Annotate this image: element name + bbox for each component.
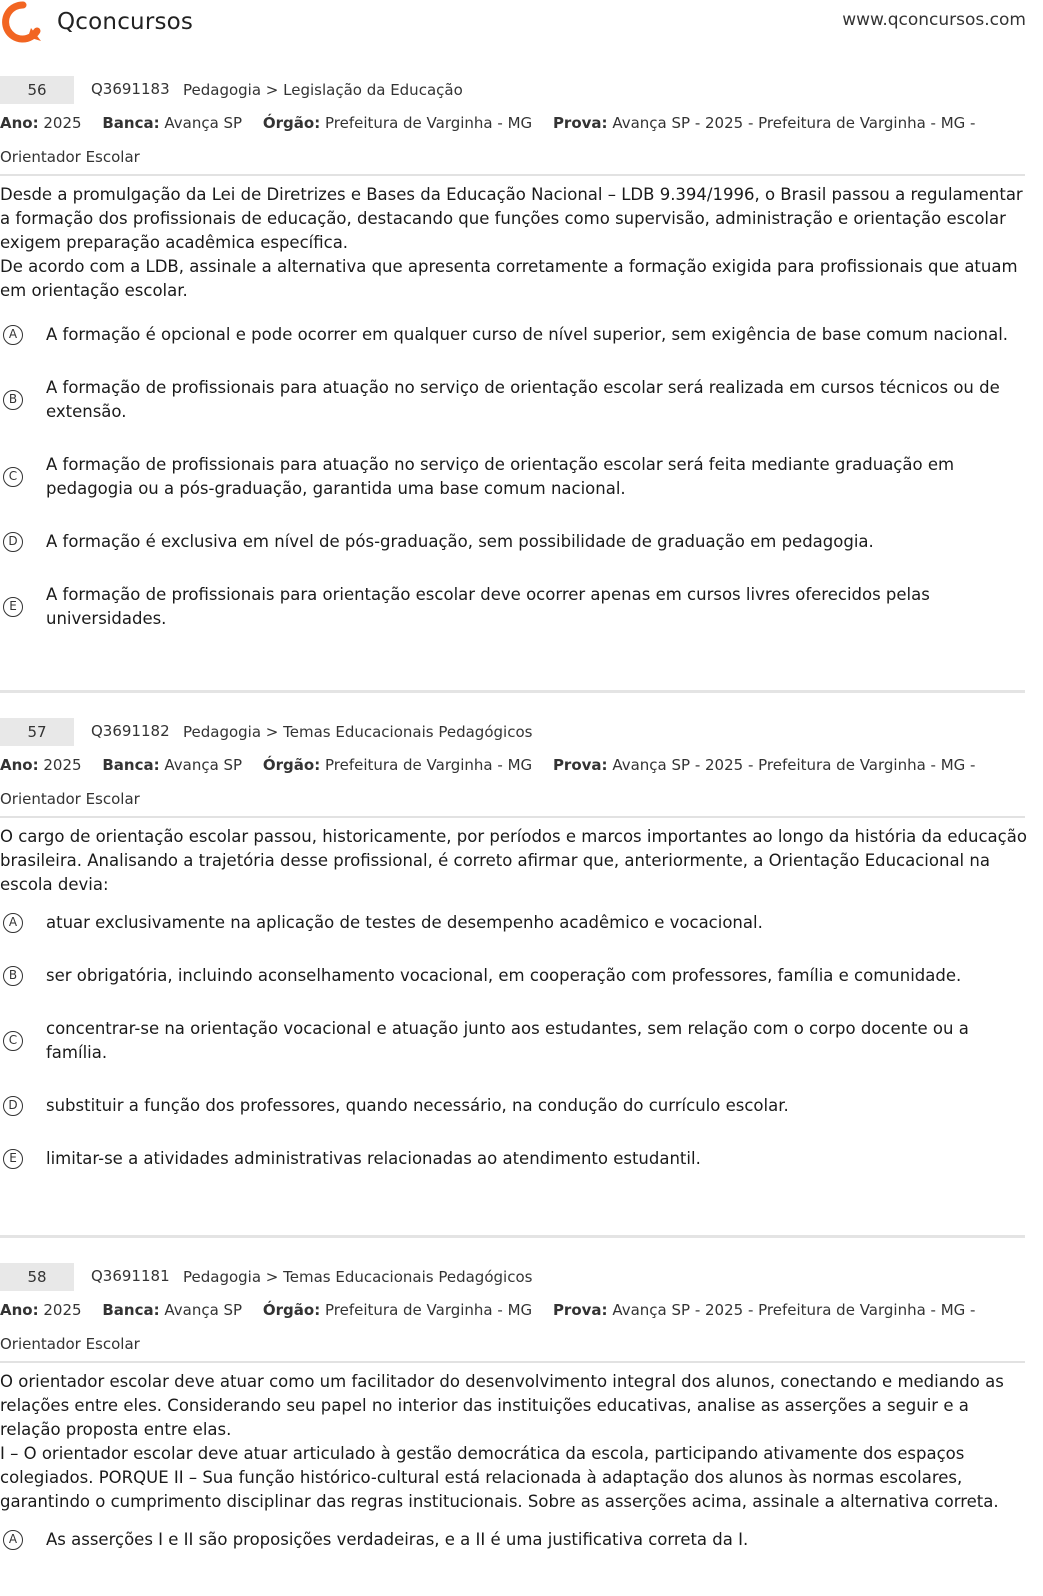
- statement-paragraph: Desde a promulgação da Lei de Diretrizes e Bases da Educação Nacional – LDB 9.394/1996, o Brasil passou a regulamentar a formação dos profissionais de educação, destacando que funções como supervisão, administração e orientação escolar exigem preparação acadêmica específica.: [0, 185, 1023, 252]
- option-a[interactable]: [0, 323, 1043, 347]
- answer-options: [0, 323, 1043, 631]
- option-letter-circle-icon[interactable]: E: [3, 597, 23, 617]
- site-url[interactable]: www.qconcursos.com: [842, 10, 1026, 30]
- option-a[interactable]: [0, 911, 1043, 935]
- meta-separator: [0, 174, 1025, 176]
- banca-label: Banca:: [102, 756, 160, 774]
- option-letter-circle-icon[interactable]: B: [3, 966, 23, 986]
- brand-logo[interactable]: [1, 1, 193, 43]
- orgao-label: Órgão:: [262, 756, 321, 774]
- option-letter-circle-icon[interactable]: A: [3, 913, 23, 933]
- prova-label: Prova:: [552, 756, 608, 774]
- orgao-value: Prefeitura de Varginha - MG: [324, 114, 533, 132]
- option-e[interactable]: [0, 583, 1043, 631]
- question-divider: [0, 690, 1025, 693]
- orgao-value: Prefeitura de Varginha - MG: [324, 1301, 533, 1319]
- question-subject[interactable]: Pedagogia > Temas Educacionais Pedagógicos: [183, 1268, 533, 1286]
- ano-label: Ano:: [0, 1301, 39, 1319]
- question-subject[interactable]: Pedagogia > Legislação da Educação: [183, 81, 463, 99]
- option-letter-circle-icon[interactable]: E: [3, 1149, 23, 1169]
- option-text: A formação de profissionais para orientação escolar deve ocorrer apenas em cursos livres oferecidos pelas universidades.: [46, 585, 930, 628]
- question-id-link[interactable]: Q3691181: [91, 1267, 170, 1285]
- option-text: substituir a função dos professores, quando necessário, na condução do currículo escolar.: [46, 1096, 789, 1115]
- answer-options: [0, 1528, 1043, 1552]
- question-divider: [0, 1235, 1025, 1238]
- question-id-link[interactable]: Q3691183: [91, 80, 170, 98]
- ano-label: Ano:: [0, 114, 39, 132]
- prova-value: Avança SP - 2025 - Prefeitura de Varginha - MG - Orientador Escolar: [0, 756, 976, 808]
- prova-label: Prova:: [552, 1301, 608, 1319]
- banca-label: Banca:: [102, 1301, 160, 1319]
- option-letter-circle-icon[interactable]: C: [3, 1031, 23, 1051]
- brand-name: Qconcursos: [57, 9, 194, 35]
- prova-label: Prova:: [552, 114, 608, 132]
- option-text: A formação de profissionais para atuação no serviço de orientação escolar será realizada em cursos técnicos ou de extensão.: [46, 378, 1000, 421]
- banca-value: Avança SP: [164, 1301, 243, 1319]
- banca-label: Banca:: [102, 114, 160, 132]
- option-letter-circle-icon[interactable]: A: [3, 325, 23, 345]
- question-statement: [0, 825, 1043, 897]
- question-statement: [0, 183, 1043, 303]
- question-number: 58: [0, 1263, 74, 1291]
- banca-value: Avança SP: [164, 114, 243, 132]
- option-letter-circle-icon[interactable]: B: [3, 390, 23, 410]
- option-text: atuar exclusivamente na aplicação de testes de desempenho acadêmico e vocacional.: [46, 913, 763, 932]
- question-card: [0, 718, 1043, 1200]
- statement-paragraph: O cargo de orientação escolar passou, historicamente, por períodos e marcos importantes ao longo da história da educação brasileira. Analisando a trajetória desse profissional, é correto afirmar que, anteriormente, a Orientação Educacional na escola devia:: [0, 827, 1027, 894]
- option-letter-circle-icon[interactable]: A: [3, 1530, 23, 1550]
- banca-value: Avança SP: [164, 756, 243, 774]
- option-letter-circle-icon[interactable]: C: [3, 467, 23, 487]
- option-b[interactable]: [0, 964, 1043, 988]
- question-meta: [0, 748, 1043, 816]
- option-text: limitar-se a atividades administrativas relacionadas ao atendimento estudantil.: [46, 1149, 701, 1168]
- question-meta: [0, 106, 1043, 174]
- question-statement: [0, 1370, 1043, 1514]
- ano-label: Ano:: [0, 756, 39, 774]
- qconcursos-logo-icon: [1, 1, 45, 43]
- option-text: As asserções I e II são proposições verdadeiras, e a II é uma justificativa correta da I.: [46, 1530, 749, 1549]
- ano-value: 2025: [43, 1301, 82, 1319]
- question-meta: [0, 1293, 1043, 1361]
- question-number: 57: [0, 718, 74, 746]
- option-d[interactable]: [0, 1094, 1043, 1118]
- statement-paragraph: I – O orientador escolar deve atuar articulado à gestão democrática da escola, participando ativamente dos espaços colegiados. PORQUE II – Sua função histórico-cultural está relacionada à adaptação dos alunos às normas escolares, garantindo o cumprimento disciplinar das regras institucionais. Sobre as asserções acima, assinale a alternativa correta.: [0, 1444, 999, 1511]
- option-text: A formação é opcional e pode ocorrer em qualquer curso de nível superior, sem exigência de base comum nacional.: [46, 325, 1009, 344]
- prova-value: Avança SP - 2025 - Prefeitura de Varginha - MG - Orientador Escolar: [0, 1301, 976, 1353]
- orgao-value: Prefeitura de Varginha - MG: [324, 756, 533, 774]
- question-id-link[interactable]: Q3691182: [91, 722, 170, 740]
- option-text: A formação de profissionais para atuação no serviço de orientação escolar será feita mediante graduação em pedagogia ou a pós-graduação, garantida uma base comum nacional.: [46, 455, 955, 498]
- option-a[interactable]: [0, 1528, 1043, 1552]
- option-d[interactable]: [0, 530, 1043, 554]
- ano-value: 2025: [43, 114, 82, 132]
- question-number: 56: [0, 76, 74, 104]
- prova-value: Avança SP - 2025 - Prefeitura de Varginha - MG - Orientador Escolar: [0, 114, 976, 166]
- answer-options: [0, 911, 1043, 1171]
- option-text: ser obrigatória, incluindo aconselhamento vocacional, em cooperação com professores, família e comunidade.: [46, 966, 962, 985]
- question-card: [0, 1263, 1043, 1581]
- meta-separator: [0, 816, 1025, 818]
- statement-paragraph: De acordo com a LDB, assinale a alternativa que apresenta corretamente a formação exigida para profissionais que atuam em orientação escolar.: [0, 257, 1018, 300]
- option-c[interactable]: [0, 453, 1043, 501]
- question-card: [0, 76, 1043, 660]
- option-text: concentrar-se na orientação vocacional e atuação junto aos estudantes, sem relação com o corpo docente ou a família.: [46, 1019, 969, 1062]
- orgao-label: Órgão:: [262, 114, 321, 132]
- meta-separator: [0, 1361, 1025, 1363]
- option-text: A formação é exclusiva em nível de pós-graduação, sem possibilidade de graduação em pedagogia.: [46, 532, 874, 551]
- ano-value: 2025: [43, 756, 82, 774]
- statement-paragraph: O orientador escolar deve atuar como um facilitador do desenvolvimento integral dos alunos, conectando e mediando as relações entre eles. Considerando seu papel no interior das instituições educativas, analise as asserções a seguir e a relação proposta entre elas.: [0, 1372, 1004, 1439]
- question-subject[interactable]: Pedagogia > Temas Educacionais Pedagógicos: [183, 723, 533, 741]
- option-letter-circle-icon[interactable]: D: [3, 1096, 23, 1116]
- orgao-label: Órgão:: [262, 1301, 321, 1319]
- option-letter-circle-icon[interactable]: D: [3, 532, 23, 552]
- option-b[interactable]: [0, 376, 1043, 424]
- page-header: [0, 0, 1043, 48]
- option-e[interactable]: [0, 1147, 1043, 1171]
- option-c[interactable]: [0, 1017, 1043, 1065]
